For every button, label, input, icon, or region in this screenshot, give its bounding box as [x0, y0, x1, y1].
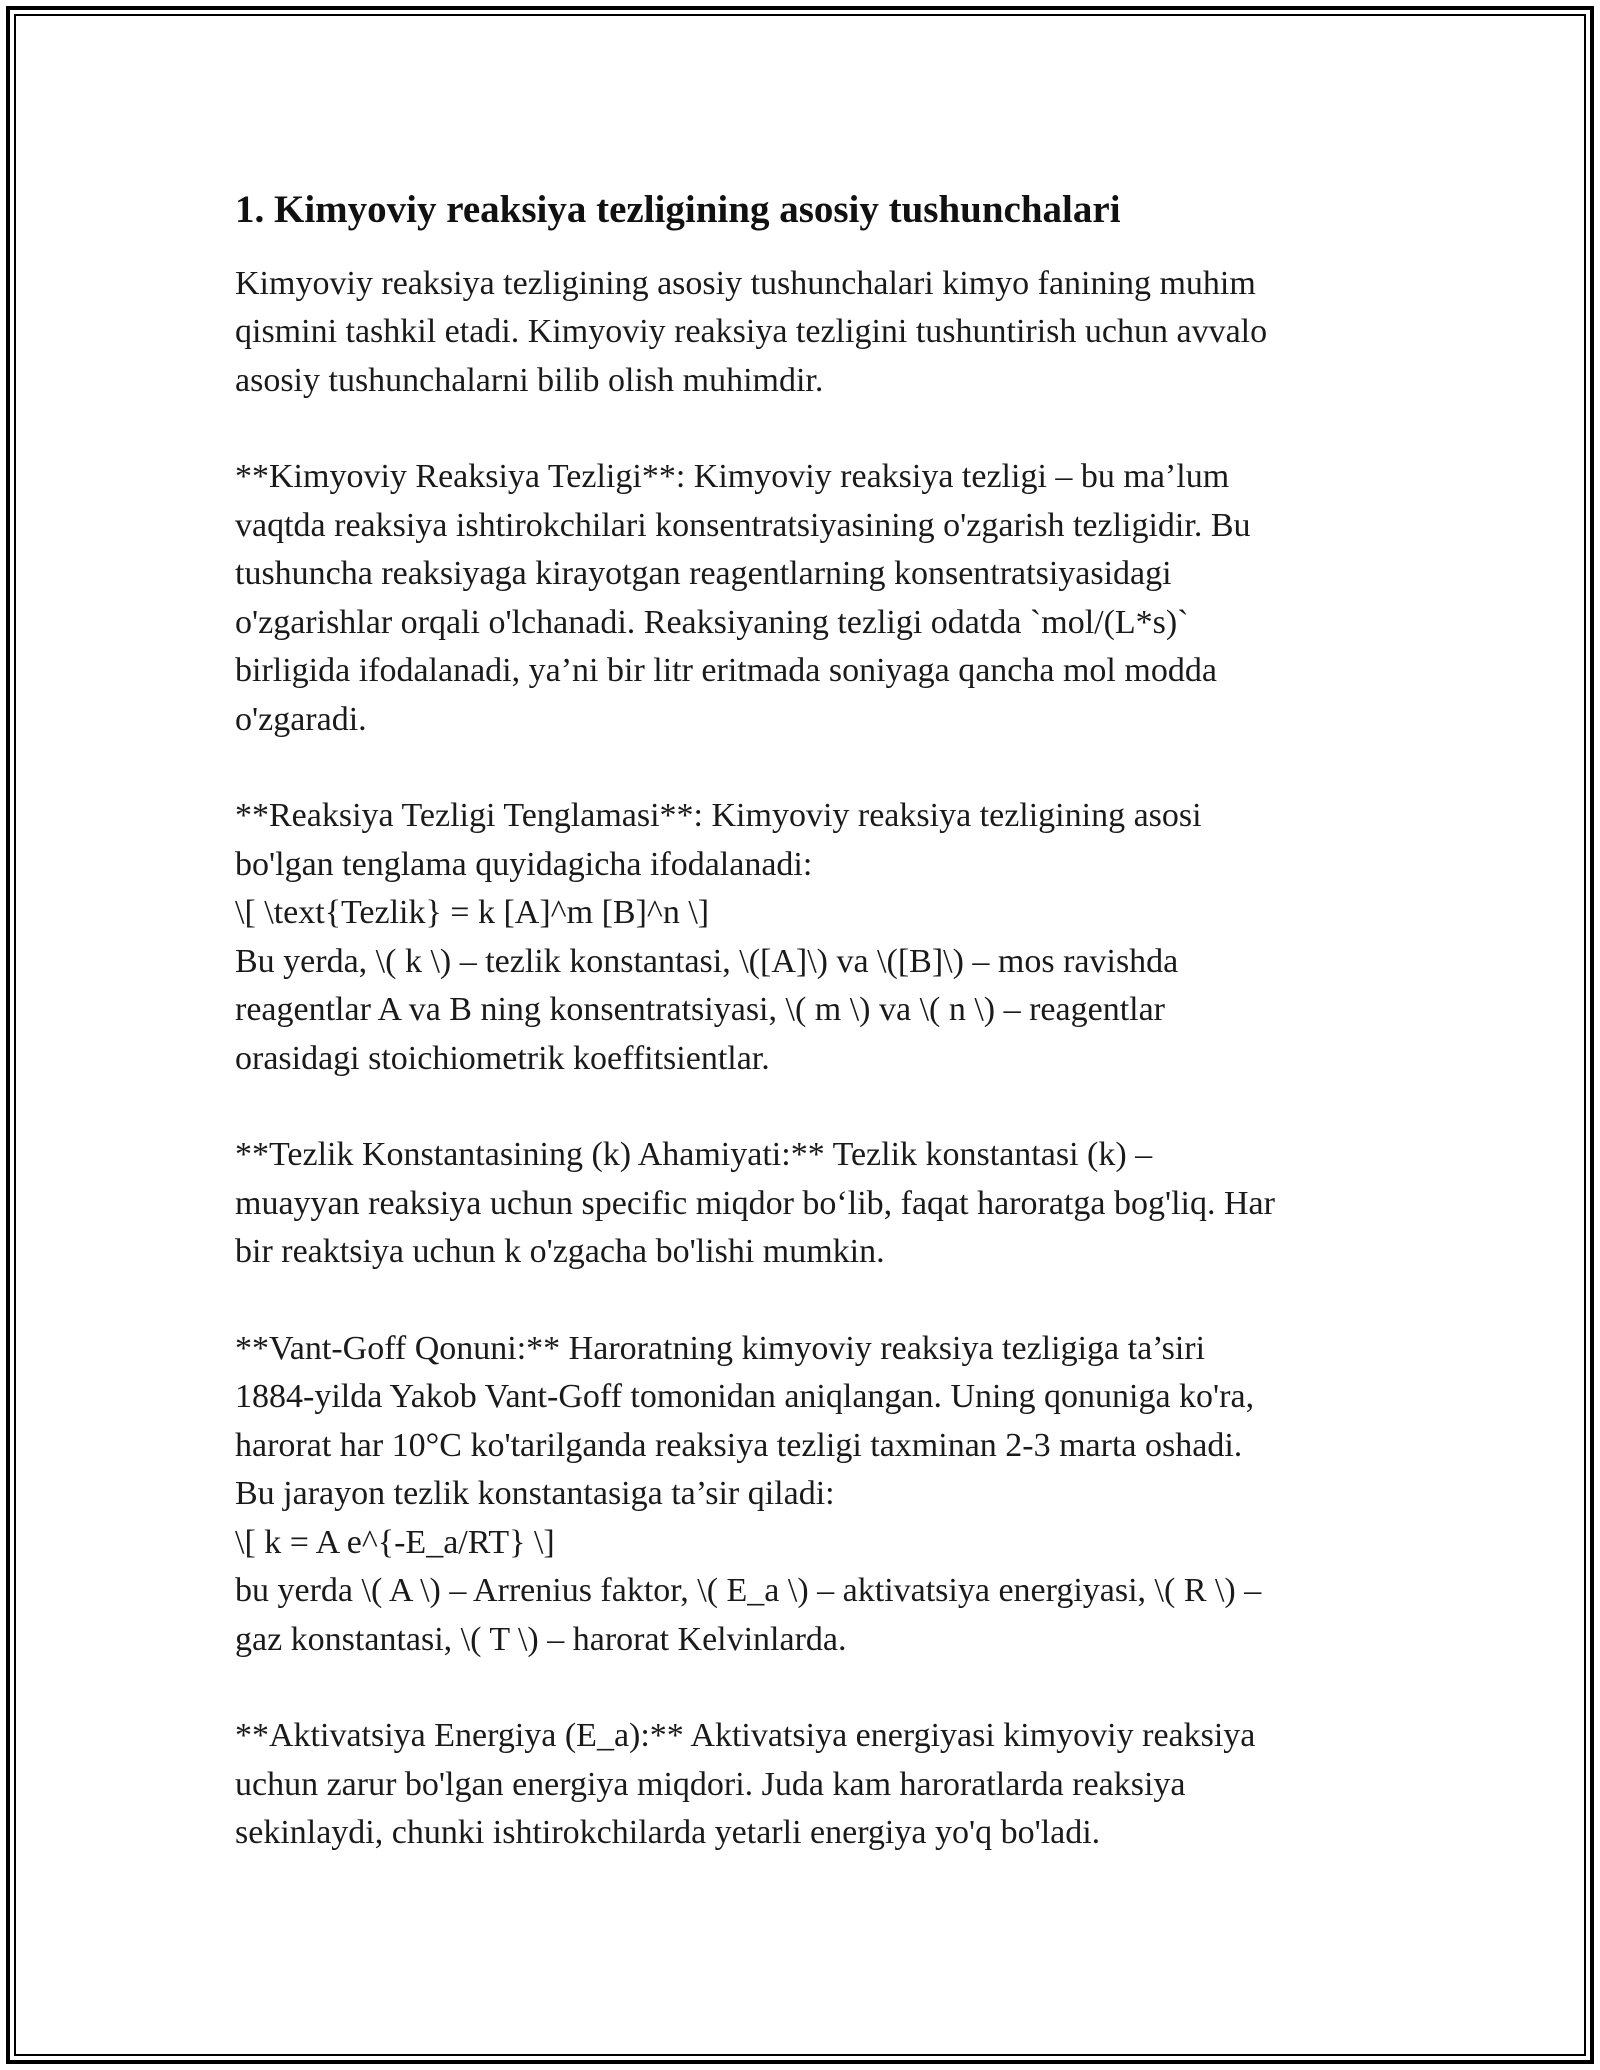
paragraph-intro: Kimyoviy reaksiya tezligining asosiy tushunchalari kimyo fanining muhim qismini tashkil etadi. Kimyoviy reaksiya tezligini tushuntirish uchun avvalo asosiy tushunchalarni bilib olish muhimdir. — [235, 264, 1268, 399]
document-body — [235, 185, 1365, 1858]
paragraph-rate-equation: **Reaksiya Tezligi Tenglamasi**: Kimyoviy reaksiya tezligining asosi bo'lgan tenglama quyidagicha ifodalanadi: \[ \text{Tezlik} = k [A]^m [B]^n \] Bu yerda, \( k \) – tezlik konstantasi, \([A]\) va \([B]\) – mos ravishda reagentlar A va B ning konsentratsiyasi, \( m \) va \( n \) – reagentlar orasidagi stoichiometrik koeffitsientlar. — [235, 797, 1202, 1077]
paragraph-activation-energy: **Aktivatsiya Energiya (E_a):** Aktivatsiya energiyasi kimyoviy reaksiya uchun zarur bo'lgan energiya miqdori. Juda kam haroratlarda reaksiya sekinlaydi, chunki ishtirokchilarda yetarli energiya yo'q bo'ladi. — [235, 1717, 1256, 1852]
paragraph-rate-constant: **Tezlik Konstantasining (k) Ahamiyati:** Tezlik konstantasi (k) – muayyan reaksiya uchun specific miqdor bo‘lib, faqat haroratga bog'liq. Har bir reaktsiya uchun k o'zgacha bo'lishi mumkin. — [235, 1136, 1275, 1271]
paragraph-reaction-rate: **Kimyoviy Reaksiya Tezligi**: Kimyoviy reaksiya tezligi – bu ma’lum vaqtda reaksiya ishtirokchilari konsentratsiyasining o'zgarish tezligidir. Bu tushuncha reaksiyaga kirayotgan reagentlarning konsentratsiyasidagi o'zgarishlar orqali o'lchanadi. Reaksiyaning tezligi odatda `mol/(L*s)` birligida ifodalanadi, ya’ni bir litr eritmada soniyaga qancha mol modda o'zgaradi. — [235, 458, 1251, 738]
paragraph-vant-hoff: **Vant-Goff Qonuni:** Haroratning kimyoviy reaksiya tezligiga ta’siri 1884-yilda Yakob Vant-Goff tomonidan aniqlangan. Uning qonuniga ko'ra, harorat har 10°C ko'tarilganda reaksiya tezligi taxminan 2-3 marta oshadi. Bu jarayon tezlik konstantasiga ta’sir qiladi: \[ k = A e^{-E_a/RT} \] bu yerda \( A \) – Arrenius faktor, \( E_a \) – aktivatsiya energiyasi, \( R \) – gaz konstantasi, \( T \) – harorat Kelvinlarda. — [235, 1329, 1262, 1658]
section-heading: 1. Kimyoviy reaksiya tezligining asosiy tushunchalari — [235, 188, 1121, 231]
